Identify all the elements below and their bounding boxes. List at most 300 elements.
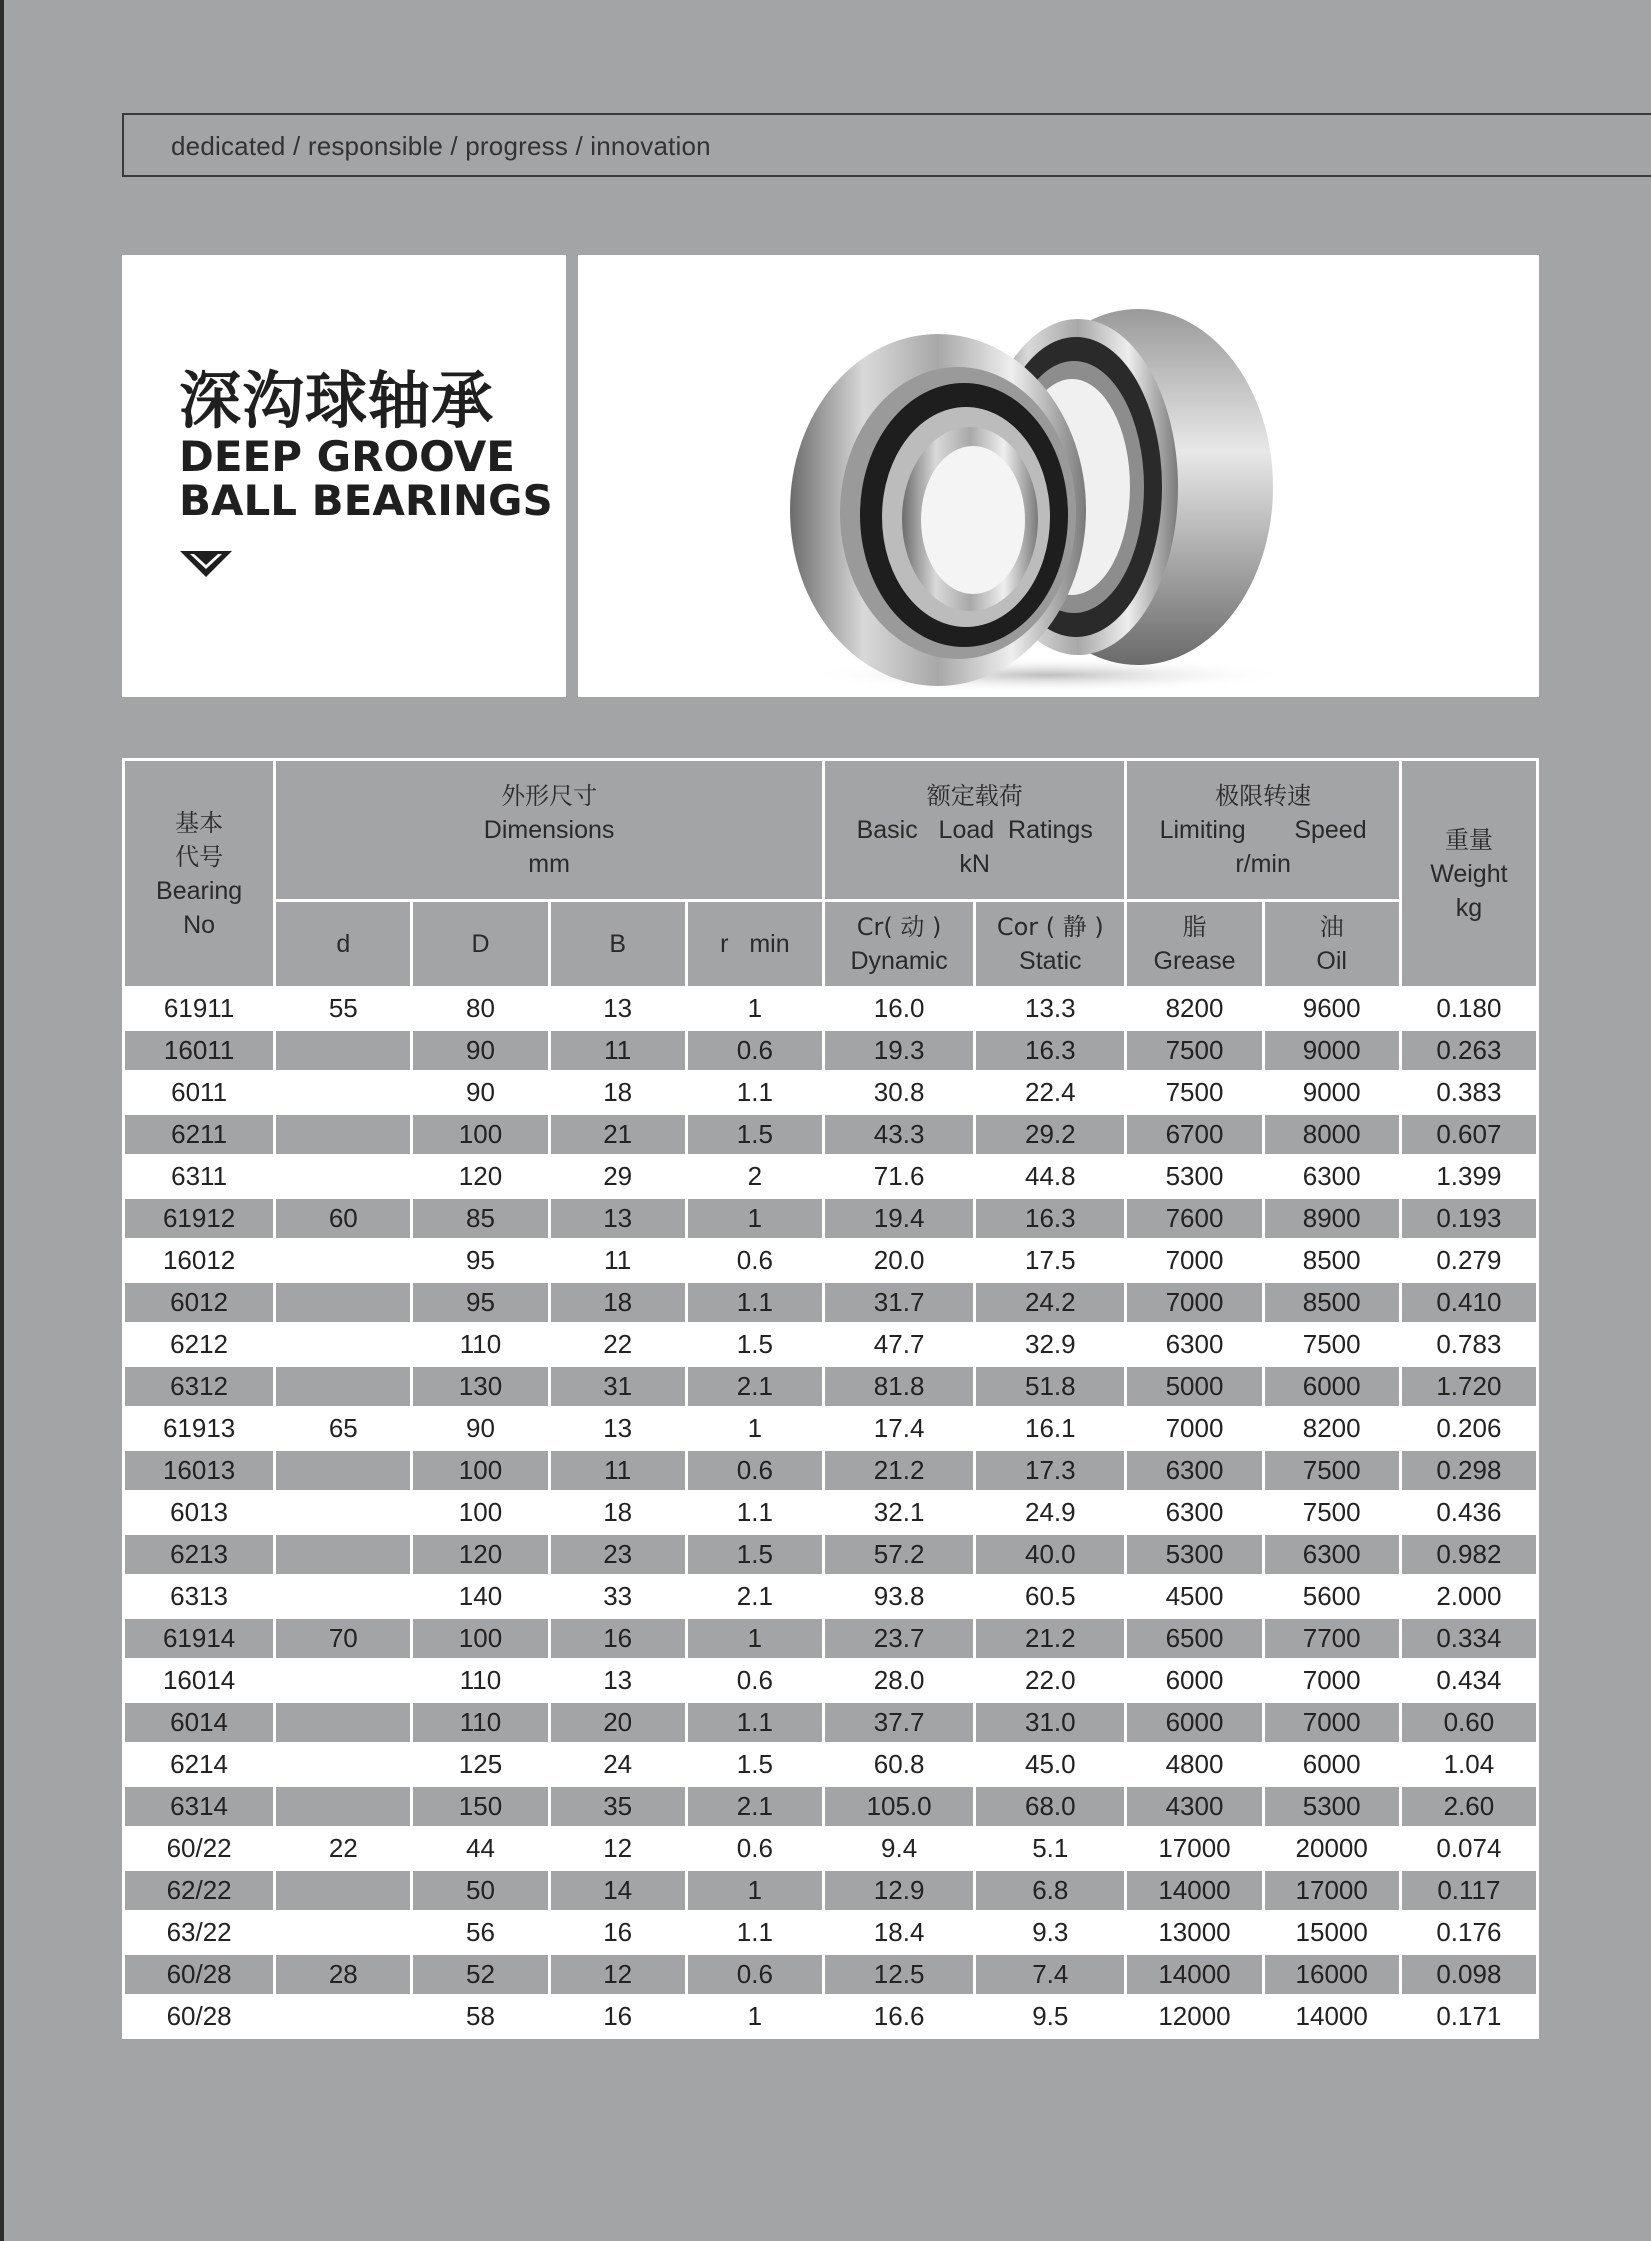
header-grease-cn: 脂 (1182, 913, 1207, 941)
header-bearing-cn2: 代号 (175, 842, 224, 871)
cell-weight: 0.60 (1400, 1702, 1537, 1744)
cell-grease: 14000 (1126, 1870, 1263, 1912)
header-dimensions-cn: 外形尺寸 (501, 782, 598, 810)
cell-D: 52 (412, 1954, 549, 1996)
table-row (124, 1534, 1538, 1576)
cell-weight: 0.171 (1400, 1996, 1537, 2038)
cell-cr-dynamic: 60.8 (824, 1744, 975, 1786)
cell-B: 31 (549, 1366, 686, 1408)
header-load-cn: 额定载荷 (926, 782, 1023, 810)
cell-B: 20 (549, 1702, 686, 1744)
header-cor-bottom: Static (1019, 947, 1082, 975)
cell-r-min: 1.1 (686, 1912, 823, 1954)
cell-grease: 7000 (1126, 1408, 1263, 1450)
cell-r-min: 1 (686, 1996, 823, 2038)
header-oil-en: Oil (1316, 947, 1347, 975)
cell-D: 85 (412, 1198, 549, 1240)
header-cor-top: Cor ( 静 ) (996, 913, 1104, 941)
cell-bearing-no: 60/28 (124, 1996, 275, 2038)
cell-bearing-no: 6214 (124, 1744, 275, 1786)
cell-cor-static: 32.9 (975, 1324, 1126, 1366)
cell-cr-dynamic: 32.1 (824, 1492, 975, 1534)
cell-B: 13 (549, 1660, 686, 1702)
table-body (124, 988, 1538, 2038)
cell-weight: 0.176 (1400, 1912, 1537, 1954)
cell-cor-static: 29.2 (975, 1114, 1126, 1156)
cell-d (275, 1576, 412, 1618)
cell-oil: 8500 (1263, 1240, 1400, 1282)
header-rmin: r min (686, 901, 823, 988)
header-limiting-speed (1126, 760, 1400, 901)
cell-D: 150 (412, 1786, 549, 1828)
cell-r-min: 1.5 (686, 1534, 823, 1576)
cell-weight: 0.383 (1400, 1072, 1537, 1114)
cell-oil: 20000 (1263, 1828, 1400, 1870)
cell-r-min: 1.1 (686, 1492, 823, 1534)
cell-cr-dynamic: 30.8 (824, 1072, 975, 1114)
cell-bearing-no: 62/22 (124, 1870, 275, 1912)
cell-weight: 0.098 (1400, 1954, 1537, 1996)
cell-grease: 4300 (1126, 1786, 1263, 1828)
cell-oil: 7500 (1263, 1450, 1400, 1492)
cell-grease: 5300 (1126, 1534, 1263, 1576)
table-row (124, 1744, 1538, 1786)
cell-weight: 0.117 (1400, 1870, 1537, 1912)
cell-grease: 14000 (1126, 1954, 1263, 1996)
title-english-line1: DEEP GROOVE (179, 432, 515, 481)
table-row (124, 1492, 1538, 1534)
cell-d (275, 1870, 412, 1912)
cell-weight: 0.074 (1400, 1828, 1537, 1870)
cell-d: 28 (275, 1954, 412, 1996)
cell-B: 22 (549, 1324, 686, 1366)
cell-r-min: 1.5 (686, 1324, 823, 1366)
cell-cr-dynamic: 12.9 (824, 1870, 975, 1912)
cell-cor-static: 51.8 (975, 1366, 1126, 1408)
cell-d (275, 1030, 412, 1072)
cell-grease: 4800 (1126, 1744, 1263, 1786)
cell-D: 50 (412, 1870, 549, 1912)
cell-B: 11 (549, 1240, 686, 1282)
cell-bearing-no: 61914 (124, 1618, 275, 1660)
table-row (124, 1618, 1538, 1660)
cell-bearing-no: 6213 (124, 1534, 275, 1576)
cell-bearing-no: 6312 (124, 1366, 275, 1408)
cell-weight: 1.720 (1400, 1366, 1537, 1408)
header-cr-top: Cr( 动 ) (856, 913, 942, 941)
cell-d: 65 (275, 1408, 412, 1450)
cell-D: 56 (412, 1912, 549, 1954)
cell-cor-static: 31.0 (975, 1702, 1126, 1744)
header-d: d (275, 901, 412, 988)
cell-oil: 7000 (1263, 1660, 1400, 1702)
cell-d (275, 1240, 412, 1282)
table-row (124, 1114, 1538, 1156)
cell-oil: 9000 (1263, 1030, 1400, 1072)
table-row (124, 1660, 1538, 1702)
header-bearing-no (124, 760, 275, 988)
table-row (124, 1576, 1538, 1618)
cell-B: 16 (549, 1618, 686, 1660)
cell-cr-dynamic: 43.3 (824, 1114, 975, 1156)
cell-oil: 5300 (1263, 1786, 1400, 1828)
header-speed-cn: 极限转速 (1215, 782, 1312, 810)
cell-grease: 5300 (1126, 1156, 1263, 1198)
cell-grease: 6000 (1126, 1702, 1263, 1744)
cell-r-min: 1 (686, 1408, 823, 1450)
cell-D: 130 (412, 1366, 549, 1408)
cell-D: 140 (412, 1576, 549, 1618)
header-cr-bottom: Dynamic (850, 947, 948, 975)
cell-weight: 0.180 (1400, 988, 1537, 1030)
cell-d: 22 (275, 1828, 412, 1870)
cell-oil: 7000 (1263, 1702, 1400, 1744)
cell-B: 16 (549, 1912, 686, 1954)
cell-oil: 7700 (1263, 1618, 1400, 1660)
tagline-banner (122, 113, 1651, 177)
cell-cor-static: 60.5 (975, 1576, 1126, 1618)
table-row (124, 1954, 1538, 1996)
cell-oil: 8200 (1263, 1408, 1400, 1450)
table-row (124, 1408, 1538, 1450)
cell-weight: 0.434 (1400, 1660, 1537, 1702)
cell-oil: 5600 (1263, 1576, 1400, 1618)
table-row (124, 1198, 1538, 1240)
cell-d: 70 (275, 1618, 412, 1660)
cell-bearing-no: 16013 (124, 1450, 275, 1492)
cell-grease: 4500 (1126, 1576, 1263, 1618)
header-weight-unit: kg (1455, 893, 1483, 922)
cell-oil: 17000 (1263, 1870, 1400, 1912)
table-row (124, 1786, 1538, 1828)
cell-cor-static: 45.0 (975, 1744, 1126, 1786)
cell-D: 90 (412, 1408, 549, 1450)
cell-cr-dynamic: 16.6 (824, 1996, 975, 2038)
cell-oil: 9000 (1263, 1072, 1400, 1114)
cell-B: 24 (549, 1744, 686, 1786)
header-bearing-cn1: 基本 (175, 808, 224, 837)
cell-oil: 6000 (1263, 1366, 1400, 1408)
header-weight (1400, 760, 1537, 988)
cell-D: 90 (412, 1030, 549, 1072)
cell-grease: 5000 (1126, 1366, 1263, 1408)
header-D: D (412, 901, 549, 988)
cell-D: 90 (412, 1072, 549, 1114)
cell-d (275, 1156, 412, 1198)
cell-d (275, 1702, 412, 1744)
cell-r-min: 1.5 (686, 1744, 823, 1786)
cell-oil: 16000 (1263, 1954, 1400, 1996)
header-grease-en: Grease (1153, 947, 1236, 975)
cell-oil: 15000 (1263, 1912, 1400, 1954)
table-row (124, 1324, 1538, 1366)
cell-r-min: 1 (686, 1618, 823, 1660)
cell-r-min: 1.1 (686, 1282, 823, 1324)
cell-oil: 8500 (1263, 1282, 1400, 1324)
cell-weight: 0.334 (1400, 1618, 1537, 1660)
cell-bearing-no: 6314 (124, 1786, 275, 1828)
cell-d (275, 1996, 412, 2038)
cell-weight: 0.193 (1400, 1198, 1537, 1240)
cell-D: 95 (412, 1240, 549, 1282)
cell-cor-static: 9.3 (975, 1912, 1126, 1954)
cell-bearing-no: 60/22 (124, 1828, 275, 1870)
cell-cr-dynamic: 105.0 (824, 1786, 975, 1828)
cell-weight: 1.399 (1400, 1156, 1537, 1198)
cell-weight: 0.206 (1400, 1408, 1537, 1450)
cell-cor-static: 44.8 (975, 1156, 1126, 1198)
cell-r-min: 1 (686, 1198, 823, 1240)
cell-bearing-no: 61911 (124, 988, 275, 1030)
cell-cor-static: 7.4 (975, 1954, 1126, 1996)
cell-D: 100 (412, 1492, 549, 1534)
header-load-en: Basic Load Ratings (856, 816, 1093, 844)
cell-oil: 7500 (1263, 1492, 1400, 1534)
cell-B: 13 (549, 1408, 686, 1450)
table-row (124, 988, 1538, 1030)
cell-cor-static: 16.3 (975, 1030, 1126, 1072)
cell-bearing-no: 6013 (124, 1492, 275, 1534)
cell-cr-dynamic: 37.7 (824, 1702, 975, 1744)
cell-r-min: 0.6 (686, 1954, 823, 1996)
cell-grease: 6500 (1126, 1618, 1263, 1660)
header-dimensions-en: Dimensions (483, 816, 615, 844)
cell-bearing-no: 16012 (124, 1240, 275, 1282)
cell-grease: 6000 (1126, 1660, 1263, 1702)
cell-D: 125 (412, 1744, 549, 1786)
cell-D: 58 (412, 1996, 549, 2038)
cell-grease: 7600 (1126, 1198, 1263, 1240)
cell-weight: 0.436 (1400, 1492, 1537, 1534)
cell-d (275, 1450, 412, 1492)
cell-weight: 1.04 (1400, 1744, 1537, 1786)
cell-r-min: 0.6 (686, 1660, 823, 1702)
cell-B: 29 (549, 1156, 686, 1198)
cell-bearing-no: 60/28 (124, 1954, 275, 1996)
cell-d: 60 (275, 1198, 412, 1240)
header-load-unit: kN (959, 850, 990, 878)
cell-r-min: 0.6 (686, 1030, 823, 1072)
table-row (124, 1702, 1538, 1744)
header-weight-en: Weight (1430, 859, 1508, 888)
cell-cr-dynamic: 19.3 (824, 1030, 975, 1072)
cell-cor-static: 22.0 (975, 1660, 1126, 1702)
cell-cor-static: 68.0 (975, 1786, 1126, 1828)
cell-bearing-no: 6211 (124, 1114, 275, 1156)
header-dimensions-unit: mm (528, 850, 570, 878)
cell-cor-static: 16.1 (975, 1408, 1126, 1450)
cell-grease: 7500 (1126, 1030, 1263, 1072)
table-row (124, 1450, 1538, 1492)
table-row (124, 1156, 1538, 1198)
cell-oil: 9600 (1263, 988, 1400, 1030)
cell-D: 95 (412, 1282, 549, 1324)
cell-B: 11 (549, 1030, 686, 1072)
cell-d (275, 1114, 412, 1156)
cell-r-min: 1 (686, 1870, 823, 1912)
cell-cr-dynamic: 47.7 (824, 1324, 975, 1366)
page-left-edge (0, 0, 4, 2241)
cell-weight: 0.298 (1400, 1450, 1537, 1492)
cell-d (275, 1072, 412, 1114)
cell-cor-static: 24.2 (975, 1282, 1126, 1324)
cell-cor-static: 21.2 (975, 1618, 1126, 1660)
cell-d (275, 1492, 412, 1534)
cell-bearing-no: 6014 (124, 1702, 275, 1744)
cell-D: 110 (412, 1324, 549, 1366)
cell-bearing-no: 6212 (124, 1324, 275, 1366)
cell-grease: 8200 (1126, 988, 1263, 1030)
header-dimensions (275, 760, 824, 901)
cell-cr-dynamic: 17.4 (824, 1408, 975, 1450)
cell-cor-static: 22.4 (975, 1072, 1126, 1114)
cell-weight: 0.982 (1400, 1534, 1537, 1576)
cell-r-min: 1.1 (686, 1702, 823, 1744)
header-load-ratings (824, 760, 1126, 901)
cell-weight: 2.60 (1400, 1786, 1537, 1828)
cell-grease: 6300 (1126, 1450, 1263, 1492)
bearing-photo-icon (578, 255, 1539, 697)
cell-cor-static: 17.3 (975, 1450, 1126, 1492)
cell-d (275, 1534, 412, 1576)
cell-B: 13 (549, 988, 686, 1030)
cell-d (275, 1282, 412, 1324)
cell-weight: 0.279 (1400, 1240, 1537, 1282)
cell-oil: 7500 (1263, 1324, 1400, 1366)
cell-cr-dynamic: 20.0 (824, 1240, 975, 1282)
cell-D: 100 (412, 1114, 549, 1156)
cell-r-min: 0.6 (686, 1828, 823, 1870)
cell-D: 110 (412, 1660, 549, 1702)
cell-B: 12 (549, 1828, 686, 1870)
cell-cor-static: 13.3 (975, 988, 1126, 1030)
cell-r-min: 1 (686, 988, 823, 1030)
cell-grease: 6700 (1126, 1114, 1263, 1156)
cell-bearing-no: 61913 (124, 1408, 275, 1450)
cell-D: 120 (412, 1534, 549, 1576)
table-row (124, 1912, 1538, 1954)
cell-cr-dynamic: 16.0 (824, 988, 975, 1030)
cell-r-min: 1.1 (686, 1072, 823, 1114)
cell-D: 120 (412, 1156, 549, 1198)
cell-bearing-no: 6011 (124, 1072, 275, 1114)
table-row (124, 1282, 1538, 1324)
cell-grease: 17000 (1126, 1828, 1263, 1870)
header-weight-cn: 重量 (1444, 825, 1493, 854)
cell-oil: 6000 (1263, 1744, 1400, 1786)
cell-cr-dynamic: 23.7 (824, 1618, 975, 1660)
cell-cr-dynamic: 21.2 (824, 1450, 975, 1492)
table-row (124, 1996, 1538, 2038)
cell-cor-static: 17.5 (975, 1240, 1126, 1282)
cell-cor-static: 40.0 (975, 1534, 1126, 1576)
cell-B: 18 (549, 1072, 686, 1114)
cell-B: 18 (549, 1492, 686, 1534)
cell-r-min: 0.6 (686, 1450, 823, 1492)
cell-D: 100 (412, 1618, 549, 1660)
cell-grease: 6300 (1126, 1492, 1263, 1534)
cell-bearing-no: 16011 (124, 1030, 275, 1072)
cell-weight: 0.263 (1400, 1030, 1537, 1072)
cell-bearing-no: 63/22 (124, 1912, 275, 1954)
header-grease (1126, 901, 1263, 988)
cell-D: 80 (412, 988, 549, 1030)
tagline-text: dedicated / responsible / progress / innovation (171, 131, 711, 161)
cell-d (275, 1366, 412, 1408)
cell-cor-static: 24.9 (975, 1492, 1126, 1534)
cell-cr-dynamic: 18.4 (824, 1912, 975, 1954)
title-english (179, 432, 553, 525)
cell-bearing-no: 16014 (124, 1660, 275, 1702)
cell-grease: 7500 (1126, 1072, 1263, 1114)
cell-r-min: 2 (686, 1156, 823, 1198)
cell-B: 12 (549, 1954, 686, 1996)
cell-oil: 8900 (1263, 1198, 1400, 1240)
header-cr (824, 901, 975, 988)
table-row (124, 1366, 1538, 1408)
header-speed-unit: r/min (1235, 850, 1291, 878)
cell-B: 14 (549, 1870, 686, 1912)
cell-D: 44 (412, 1828, 549, 1870)
cell-B: 21 (549, 1114, 686, 1156)
header-oil (1263, 901, 1400, 988)
cell-cr-dynamic: 31.7 (824, 1282, 975, 1324)
cell-B: 11 (549, 1450, 686, 1492)
cell-grease: 12000 (1126, 1996, 1263, 2038)
cell-r-min: 2.1 (686, 1576, 823, 1618)
product-image-panel (578, 255, 1539, 697)
cell-B: 23 (549, 1534, 686, 1576)
cell-cor-static: 9.5 (975, 1996, 1126, 2038)
cell-cr-dynamic: 12.5 (824, 1954, 975, 1996)
cell-grease: 13000 (1126, 1912, 1263, 1954)
cell-cr-dynamic: 28.0 (824, 1660, 975, 1702)
cell-D: 110 (412, 1702, 549, 1744)
cell-B: 16 (549, 1996, 686, 2038)
cell-B: 18 (549, 1282, 686, 1324)
cell-oil: 6300 (1263, 1534, 1400, 1576)
cell-cor-static: 16.3 (975, 1198, 1126, 1240)
table-row (124, 1870, 1538, 1912)
cell-oil: 6300 (1263, 1156, 1400, 1198)
table-row (124, 1030, 1538, 1072)
cell-grease: 7000 (1126, 1282, 1263, 1324)
table-row (124, 1828, 1538, 1870)
cell-d (275, 1660, 412, 1702)
cell-r-min: 2.1 (686, 1786, 823, 1828)
header-cor (975, 901, 1126, 988)
cell-d (275, 1744, 412, 1786)
cell-bearing-no: 61912 (124, 1198, 275, 1240)
cell-grease: 7000 (1126, 1240, 1263, 1282)
cell-d: 55 (275, 988, 412, 1030)
cell-oil: 14000 (1263, 1996, 1400, 2038)
cell-weight: 0.607 (1400, 1114, 1537, 1156)
cell-cr-dynamic: 9.4 (824, 1828, 975, 1870)
cell-d (275, 1786, 412, 1828)
header-bearing-en2: No (183, 910, 216, 939)
cell-bearing-no: 6311 (124, 1156, 275, 1198)
cell-r-min: 1.5 (686, 1114, 823, 1156)
table-row (124, 1240, 1538, 1282)
cell-d (275, 1324, 412, 1366)
cell-B: 33 (549, 1576, 686, 1618)
cell-bearing-no: 6012 (124, 1282, 275, 1324)
cell-bearing-no: 6313 (124, 1576, 275, 1618)
header-speed-en: Limiting Speed (1159, 816, 1367, 844)
table-row (124, 1072, 1538, 1114)
title-english-line2: BALL BEARINGS (179, 476, 553, 525)
